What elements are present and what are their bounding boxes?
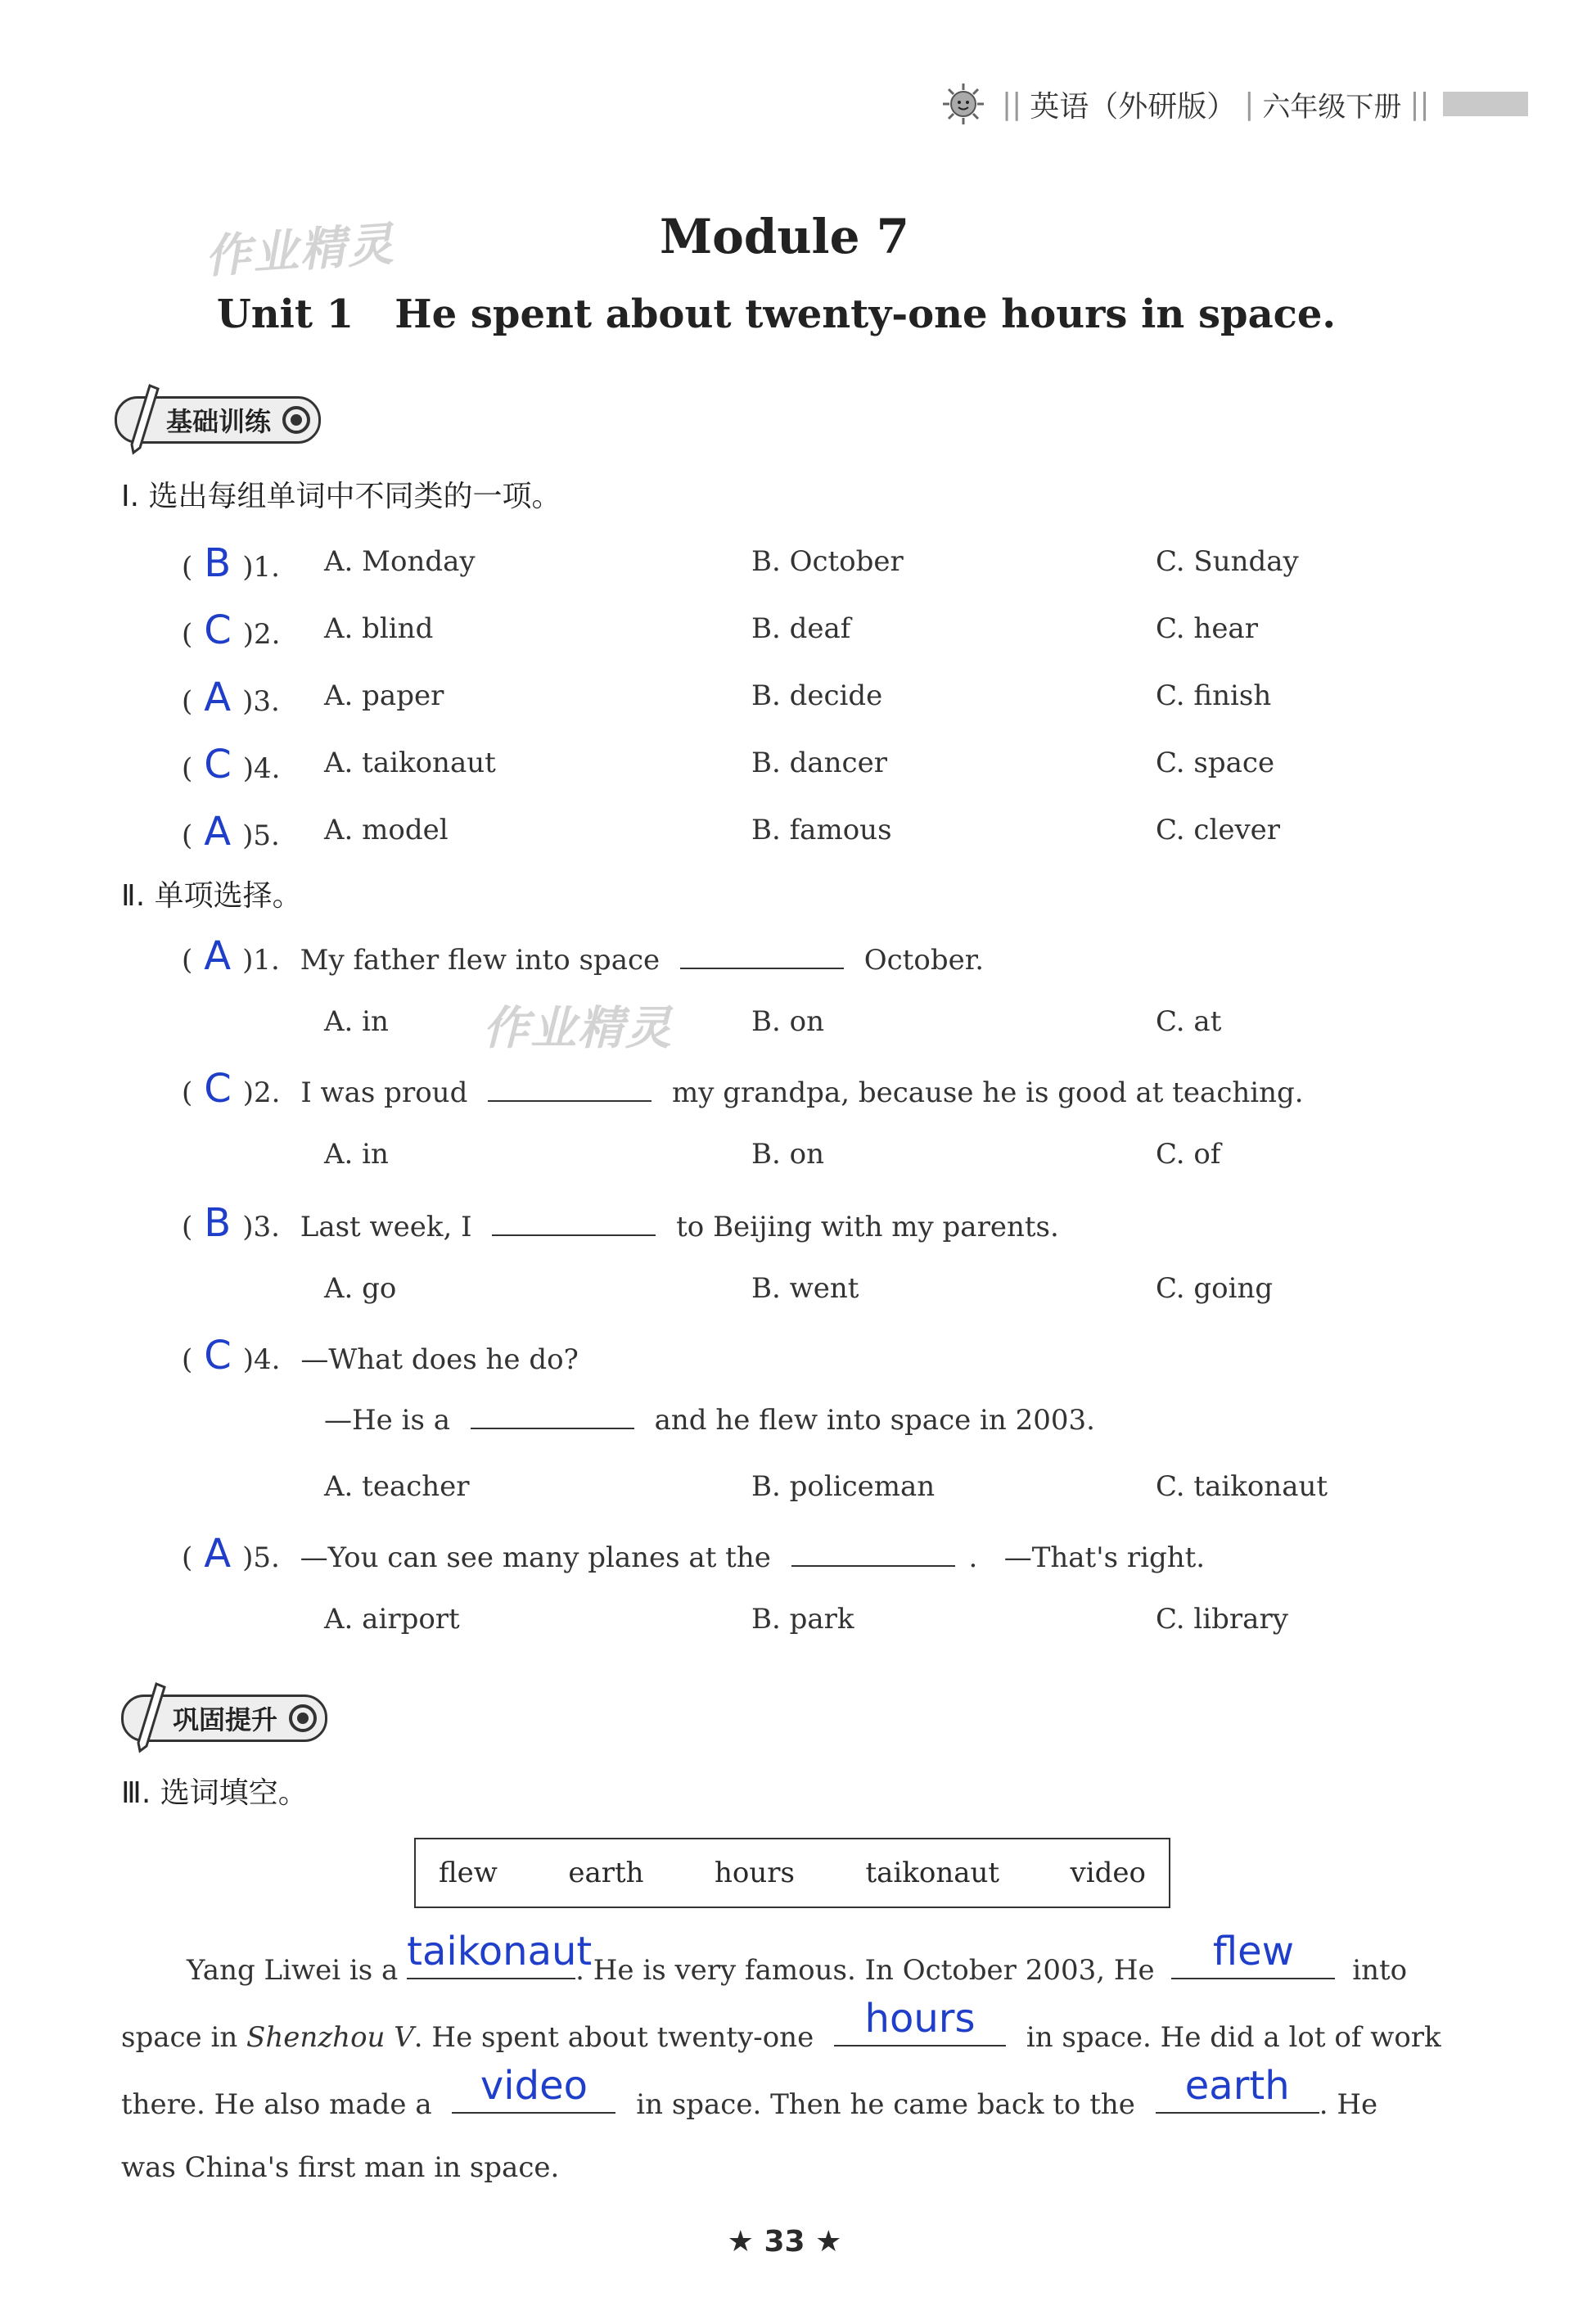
pencil-icon (132, 1681, 173, 1754)
fill-blank[interactable]: taikonaut (407, 1950, 575, 1979)
option-a: A. Monday (324, 545, 476, 578)
question-1-5: ( A )5. (182, 809, 280, 855)
question-2-1: ( A )1. My father flew into space October. (182, 933, 985, 979)
answer-mark: A (204, 1531, 232, 1577)
option-a: A. airport (324, 1603, 460, 1636)
section-2-title: Ⅱ. 单项选择。 (121, 879, 302, 913)
option-b: B. October (751, 545, 904, 578)
badge-consolidate (121, 1694, 327, 1742)
fill-blank[interactable]: video (452, 2084, 615, 2114)
module-title: Module 7 (659, 209, 910, 264)
word-bank-item: earth (568, 1857, 644, 1889)
option-b: B. dancer (751, 747, 887, 779)
question-2-3: ( B )3. Last week, I to Beijing with my parents. (182, 1200, 1059, 1246)
question-1-2: ( C )2. (182, 607, 281, 653)
option-b: B. decide (751, 679, 883, 712)
option-c: C. Sunday (1156, 545, 1299, 578)
watermark: 作业精灵 (203, 217, 397, 285)
option-b: B. famous (751, 814, 892, 846)
word-bank (414, 1838, 1170, 1908)
option-b: B. park (751, 1603, 854, 1636)
question-1-1: ( B )1. (182, 540, 280, 586)
answer-mark: B (204, 540, 232, 586)
option-a: A. go (324, 1272, 397, 1305)
answer-mark: C (204, 607, 232, 653)
page-number: ★ 33 ★ (727, 2225, 842, 2259)
header-grade: 六年级下册 (1262, 90, 1402, 124)
sun-icon (941, 82, 985, 126)
option-c: C. hear (1156, 612, 1258, 645)
question-2-4: ( C )4. —What does he do? (182, 1333, 579, 1379)
answer-mark: C (204, 1066, 232, 1112)
question-2-2: ( C )2. I was proud my grandpa, because he is good at teaching. (182, 1066, 1304, 1112)
answer-mark: A (204, 809, 232, 855)
word-bank-item: video (1070, 1857, 1146, 1889)
answer-mark: A (204, 933, 232, 979)
fill-blank[interactable]: hours (834, 2017, 1006, 2046)
passage-line-2: space in Shenzhou V. He spent about twenty-one hours in space. He did a lot of work (121, 1996, 1441, 2054)
option-b: B. went (751, 1272, 859, 1305)
option-c: C. clever (1156, 814, 1281, 846)
answer-blank[interactable] (791, 1539, 955, 1567)
badge-label: 巩固提升 (173, 1704, 278, 1735)
ring-icon (282, 406, 310, 434)
fill-blank[interactable]: earth (1156, 2084, 1319, 2114)
badge-label: 基础训练 (166, 406, 272, 437)
header-subject: 英语（外研版） (1030, 89, 1237, 124)
question-2-4-line2: —He is a and he flew into space in 2003. (324, 1401, 1095, 1437)
unit-title: Unit 1 He spent about twenty-one hours in space. (216, 291, 1337, 337)
option-a: A. blind (324, 612, 434, 645)
question-1-3: ( A )3. (182, 675, 280, 720)
option-a: A. in (324, 1005, 389, 1038)
answer-mark: A (204, 675, 232, 720)
option-a: A. paper (324, 679, 444, 712)
watermark: 作业精灵 (483, 1002, 673, 1055)
option-b: B. deaf (751, 612, 851, 645)
answer-blank[interactable] (492, 1208, 656, 1236)
option-b: B. policeman (751, 1470, 936, 1503)
option-c: C. finish (1156, 679, 1272, 712)
option-c: C. going (1156, 1272, 1274, 1305)
question-2-5: ( A )5. —You can see many planes at the . —That's right. (182, 1531, 1206, 1577)
option-a: A. model (324, 814, 449, 846)
option-a: A. teacher (324, 1470, 470, 1503)
page-header: || 英语（外研版） | 六年级下册 || (941, 82, 1528, 126)
answer-blank[interactable] (488, 1074, 651, 1102)
word-bank-item: flew (439, 1857, 498, 1889)
fill-blank[interactable]: flew (1171, 1950, 1335, 1979)
option-c: C. at (1156, 1005, 1222, 1038)
pencil-icon (125, 382, 166, 456)
option-b: B. on (751, 1138, 824, 1171)
word-bank-item: hours (715, 1857, 795, 1889)
section-3-title: Ⅲ. 选词填空。 (121, 1776, 308, 1810)
passage-line-3: there. He also made a video in space. Then he came back to the earth . He (121, 2063, 1378, 2121)
word-bank-item: taikonaut (865, 1857, 1000, 1889)
option-c: C. library (1156, 1603, 1288, 1636)
answer-mark: C (204, 1333, 232, 1379)
option-a: A. in (324, 1138, 389, 1171)
section-1-title: Ⅰ. 选出每组单词中不同类的一项。 (121, 480, 561, 513)
option-b: B. on (751, 1005, 824, 1038)
question-1-4: ( C )4. (182, 742, 281, 787)
answer-blank[interactable] (680, 941, 844, 969)
option-a: A. taikonaut (324, 747, 496, 779)
option-c: C. space (1156, 747, 1275, 779)
answer-blank[interactable] (471, 1401, 634, 1429)
header-decoration (1443, 92, 1528, 116)
answer-mark: C (204, 742, 232, 787)
answer-mark: B (204, 1200, 232, 1246)
passage-line-4: was China's first man in space. (121, 2151, 560, 2184)
ring-icon (289, 1704, 317, 1732)
badge-basic-training (115, 396, 321, 444)
option-c: C. taikonaut (1156, 1470, 1328, 1503)
passage-line-1: Yang Liwei is a taikonaut . He is very famous. In October 2003, He flew into (187, 1929, 1408, 1987)
option-c: C. of (1156, 1138, 1221, 1171)
